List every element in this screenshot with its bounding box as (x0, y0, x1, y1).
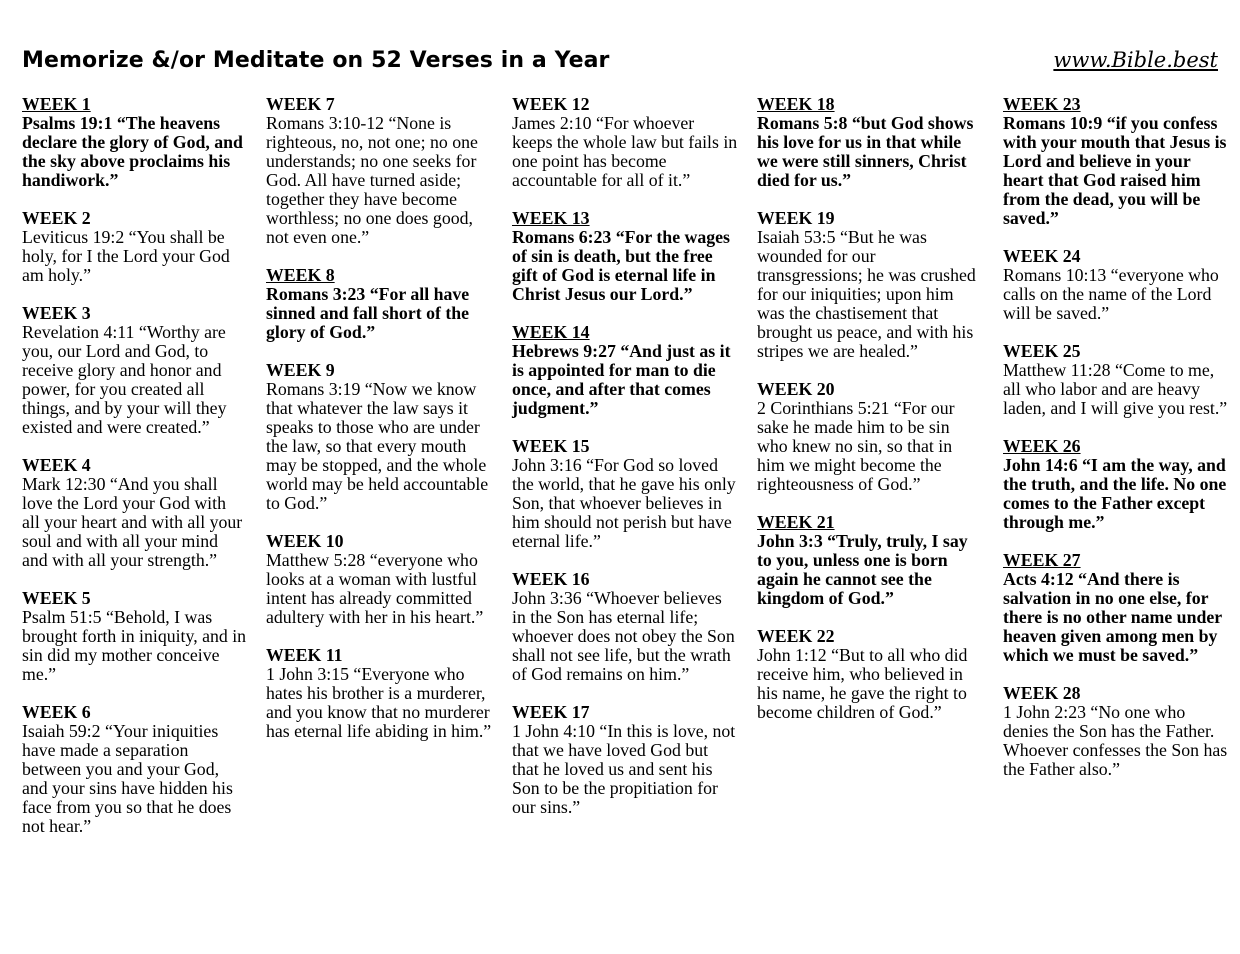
verse-entry (22, 95, 248, 190)
week-label: WEEK 27 (1003, 550, 1081, 570)
verse-text: Hebrews 9:27 “And just as it is appointed for man to die once, and after that comes judgment.” (512, 341, 731, 418)
verse-text: Psalm 51:5 “Behold, I was brought forth in iniquity, and in sin did my mother conceive me.” (22, 607, 247, 684)
week-label: WEEK 26 (1003, 436, 1081, 456)
verse-text: 1 John 3:15 “Everyone who hates his brother is a murderer, and you know that no murderer has eternal life abiding in him.” (266, 664, 492, 741)
page-title: Memorize &/or Meditate on 52 Verses in a Year (22, 48, 610, 73)
verse-entry (757, 627, 983, 722)
verse-entry (512, 323, 738, 418)
verse-text: Mark 12:30 “And you shall love the Lord your God with all your heart and with all your soul and with all your mind and with all your strength.” (22, 474, 243, 570)
week-label: WEEK 8 (266, 265, 335, 285)
week-label: WEEK 13 (512, 208, 590, 228)
verse-entry (266, 266, 492, 342)
week-label: WEEK 24 (1003, 246, 1081, 266)
verse-entry (1003, 551, 1229, 665)
week-label: WEEK 12 (512, 94, 590, 114)
verse-entry (266, 95, 492, 247)
verse-entry (22, 589, 248, 684)
verse-entry (22, 209, 248, 285)
week-label: WEEK 11 (266, 645, 343, 665)
week-label: WEEK 15 (512, 436, 590, 456)
verse-text: Psalms 19:1 “The heavens declare the glory of God, and the sky above proclaims his handiwork.” (22, 113, 243, 190)
verse-entry (266, 646, 492, 741)
verse-text: Leviticus 19:2 “You shall be holy, for I the Lord your God am holy.” (22, 227, 230, 285)
verse-text: Romans 10:13 “everyone who calls on the name of the Lord will be saved.” (1003, 265, 1219, 323)
verse-text: John 1:12 “But to all who did receive him, who believed in his name, he gave the right to become children of God.” (757, 645, 968, 722)
week-label: WEEK 9 (266, 360, 335, 380)
verse-entry (757, 513, 983, 608)
verse-text: John 3:16 “For God so loved the world, that he gave his only Son, that whoever believes in him should not perish but have eternal life.” (512, 455, 736, 551)
week-label: WEEK 4 (22, 455, 91, 475)
week-label: WEEK 28 (1003, 683, 1081, 703)
verse-entry (22, 304, 248, 437)
week-label: WEEK 10 (266, 531, 344, 551)
verse-entry (512, 95, 738, 190)
column-1 (22, 95, 248, 855)
week-label: WEEK 22 (757, 626, 835, 646)
verse-text: Isaiah 59:2 “Your iniquities have made a separation between you and your God, and your sins have hidden his face from you so that he does not hear.” (22, 721, 233, 836)
verse-entry (757, 209, 983, 361)
verse-entry (1003, 247, 1229, 323)
verse-entry (1003, 684, 1229, 779)
verse-entry (512, 570, 738, 684)
verse-text: Romans 5:8 “but God shows his love for us in that while we were still sinners, Christ died for us.” (757, 113, 974, 190)
verse-text: John 3:36 “Whoever believes in the Son has eternal life; whoever does not obey the Son shall not see life, but the wrath of God remains on him.” (512, 588, 735, 684)
column-5 (1003, 95, 1229, 798)
week-label: WEEK 3 (22, 303, 91, 323)
week-label: WEEK 17 (512, 702, 590, 722)
verse-text: 1 John 2:23 “No one who denies the Son has the Father. Whoever confesses the Son has the Father also.” (1003, 702, 1228, 779)
week-label: WEEK 1 (22, 94, 91, 114)
week-label: WEEK 7 (266, 94, 335, 114)
verse-text: Isaiah 53:5 “But he was wounded for our transgressions; he was crushed for our iniquities; upon him was the chastisement that brought us peace, and with his stripes we are healed.” (757, 227, 976, 361)
verse-text: Romans 10:9 “if you confess with your mouth that Jesus is Lord and believe in your heart that God raised him from the dead, you will be saved.” (1003, 113, 1227, 228)
week-label: WEEK 20 (757, 379, 835, 399)
week-label: WEEK 21 (757, 512, 835, 532)
site-link[interactable]: www.Bible.best (1053, 48, 1218, 72)
verse-entry (512, 703, 738, 817)
verse-entry (1003, 437, 1229, 532)
verse-text: Romans 3:19 “Now we know that whatever the law says it speaks to those who are under the law, so that every mouth may be stopped, and the whole world may be held accountable to God.” (266, 379, 489, 513)
column-4 (757, 95, 983, 741)
week-label: WEEK 25 (1003, 341, 1081, 361)
week-label: WEEK 14 (512, 322, 590, 342)
week-label: WEEK 19 (757, 208, 835, 228)
verse-entry (757, 380, 983, 494)
verse-text: Romans 3:23 “For all have sinned and fall short of the glory of God.” (266, 284, 470, 342)
week-label: WEEK 6 (22, 702, 91, 722)
week-label: WEEK 16 (512, 569, 590, 589)
verse-text: Acts 4:12 “And there is salvation in no one else, for there is no other name under heaven given among men by which we must be saved.” (1003, 569, 1222, 665)
verse-text: Matthew 11:28 “Come to me, all who labor and are heavy laden, and I will give you rest.” (1003, 360, 1228, 418)
column-3 (512, 95, 738, 836)
verse-text: 1 John 4:10 “In this is love, not that we have loved God but that he loved us and sent his Son to be the propitiation for our sins.” (512, 721, 736, 817)
verse-text: 2 Corinthians 5:21 “For our sake he made him to be sin who knew no sin, so that in him we might become the righteousness of God.” (757, 398, 955, 494)
verse-entry (266, 532, 492, 627)
verse-text: James 2:10 “For whoever keeps the whole law but fails in one point has become accountable for all of it.” (512, 113, 738, 190)
verse-text: John 14:6 “I am the way, and the truth, and the life. No one comes to the Father except through me.” (1003, 455, 1227, 532)
week-label: WEEK 2 (22, 208, 91, 228)
verse-entry (512, 209, 738, 304)
week-label: WEEK 23 (1003, 94, 1081, 114)
verse-entry (266, 361, 492, 513)
column-2 (266, 95, 492, 760)
verse-text: Matthew 5:28 “everyone who looks at a woman with lustful intent has already committed adultery with her in his heart.” (266, 550, 484, 627)
week-label: WEEK 18 (757, 94, 835, 114)
verse-text: Revelation 4:11 “Worthy are you, our Lord and God, to receive glory and honor and power, for you created all things, and by your will they existed and were created.” (22, 322, 227, 437)
verse-entry (512, 437, 738, 551)
verse-entry (757, 95, 983, 190)
verse-entry (1003, 342, 1229, 418)
verse-text: John 3:3 “Truly, truly, I say to you, unless one is born again he cannot see the kingdom of God.” (757, 531, 968, 608)
verse-entry (22, 703, 248, 836)
verse-text: Romans 6:23 “For the wages of sin is death, but the free gift of God is eternal life in Christ Jesus our Lord.” (512, 227, 730, 304)
verse-entry (1003, 95, 1229, 228)
verse-entry (22, 456, 248, 570)
verse-text: Romans 3:10-12 “None is righteous, no, not one; no one understands; no one seeks for God. All have turned aside; together they have become worthless; no one does good, not even one.” (266, 113, 478, 247)
week-label: WEEK 5 (22, 588, 91, 608)
